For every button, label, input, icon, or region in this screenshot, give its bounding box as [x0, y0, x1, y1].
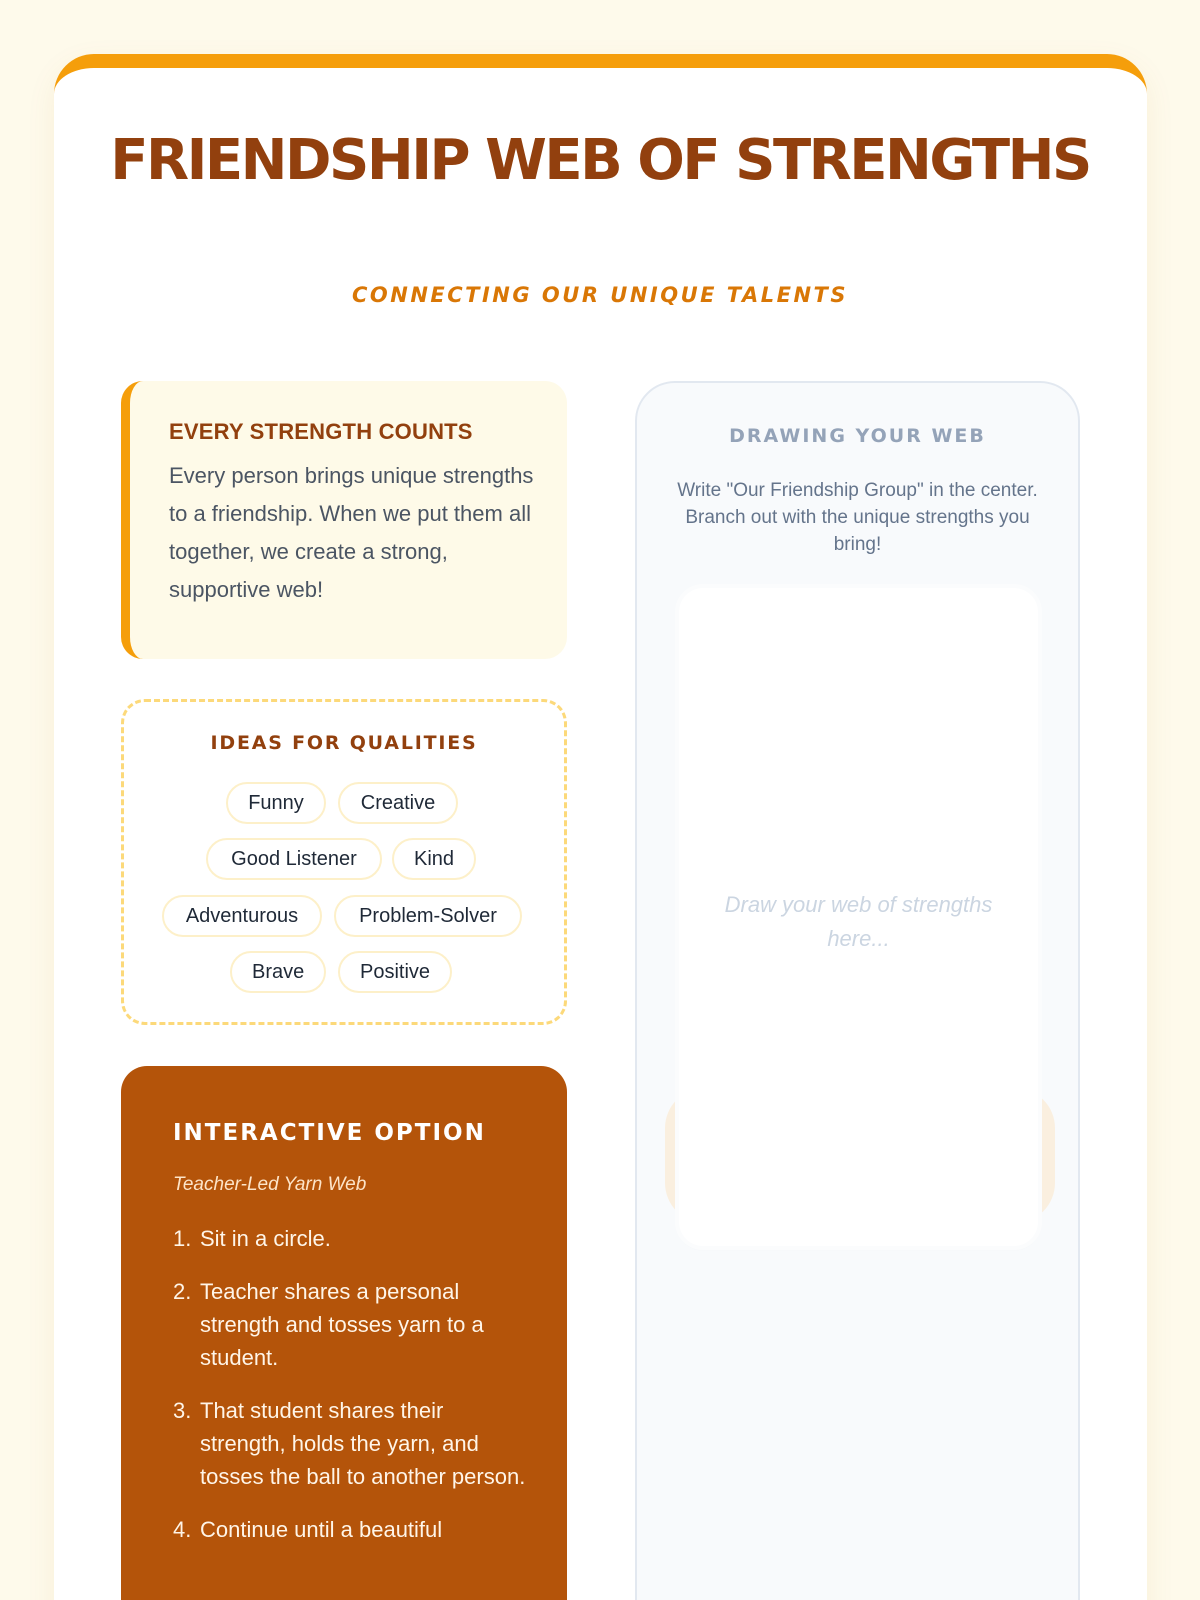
strength-body: Every person brings unique strengths to a friendship. When we put them all together, we create a strong, supportive web! [169, 463, 534, 602]
drawing-canvas[interactable] [679, 588, 1038, 1246]
ideas-for-qualities-box [121, 699, 567, 1025]
ideas-heading: IDEAS FOR QUALITIES [210, 732, 478, 754]
step-item [173, 1513, 527, 1546]
step-text: Teacher shares a personal strength and tosses yarn to a student. [200, 1279, 484, 1370]
every-strength-counts-box [121, 381, 567, 659]
step-item [173, 1222, 527, 1255]
step-item [173, 1394, 527, 1493]
drawing-panel [635, 381, 1080, 1600]
quality-pill: Funny [226, 782, 326, 824]
interactive-option-box [121, 1066, 567, 1600]
step-number: 3. [173, 1398, 192, 1423]
page-subtitle: CONNECTING OUR UNIQUE TALENTS [351, 283, 849, 307]
quality-pill: Creative [338, 782, 458, 824]
page-title [0, 128, 1200, 194]
step-text: Continue until a beautiful [200, 1517, 443, 1542]
title-text: FRIENDSHIP WEB OF STRENGTHS [110, 128, 1090, 193]
yarn-web-steps [173, 1222, 527, 1546]
quality-pill: Problem-Solver [334, 895, 522, 937]
step-text: That student shares their strength, holds the yarn, and tosses the ball to another person. [200, 1398, 526, 1489]
canvas-placeholder: Draw your web of strengths here... [724, 892, 993, 951]
drawing-instructions: Write "Our Friendship Group" in the center. Branch out with the unique strengths you bring! [677, 480, 1038, 555]
drawing-heading: DRAWING YOUR WEB [729, 425, 986, 447]
step-item [173, 1275, 527, 1374]
interactive-heading: INTERACTIVE OPTION [173, 1120, 486, 1146]
step-number: 1. [173, 1226, 192, 1251]
step-text: Sit in a circle. [200, 1226, 331, 1251]
quality-pill: Adventurous [162, 895, 322, 937]
quality-pill: Good Listener [206, 838, 382, 880]
quality-pill: Brave [230, 951, 326, 993]
strength-heading: EVERY STRENGTH COUNTS [169, 419, 473, 444]
step-number: 4. [173, 1517, 192, 1542]
step-number: 2. [173, 1279, 192, 1304]
quality-pill: Positive [338, 951, 452, 993]
interactive-subheading: Teacher-Led Yarn Web [173, 1174, 367, 1195]
quality-pill: Kind [392, 838, 476, 880]
